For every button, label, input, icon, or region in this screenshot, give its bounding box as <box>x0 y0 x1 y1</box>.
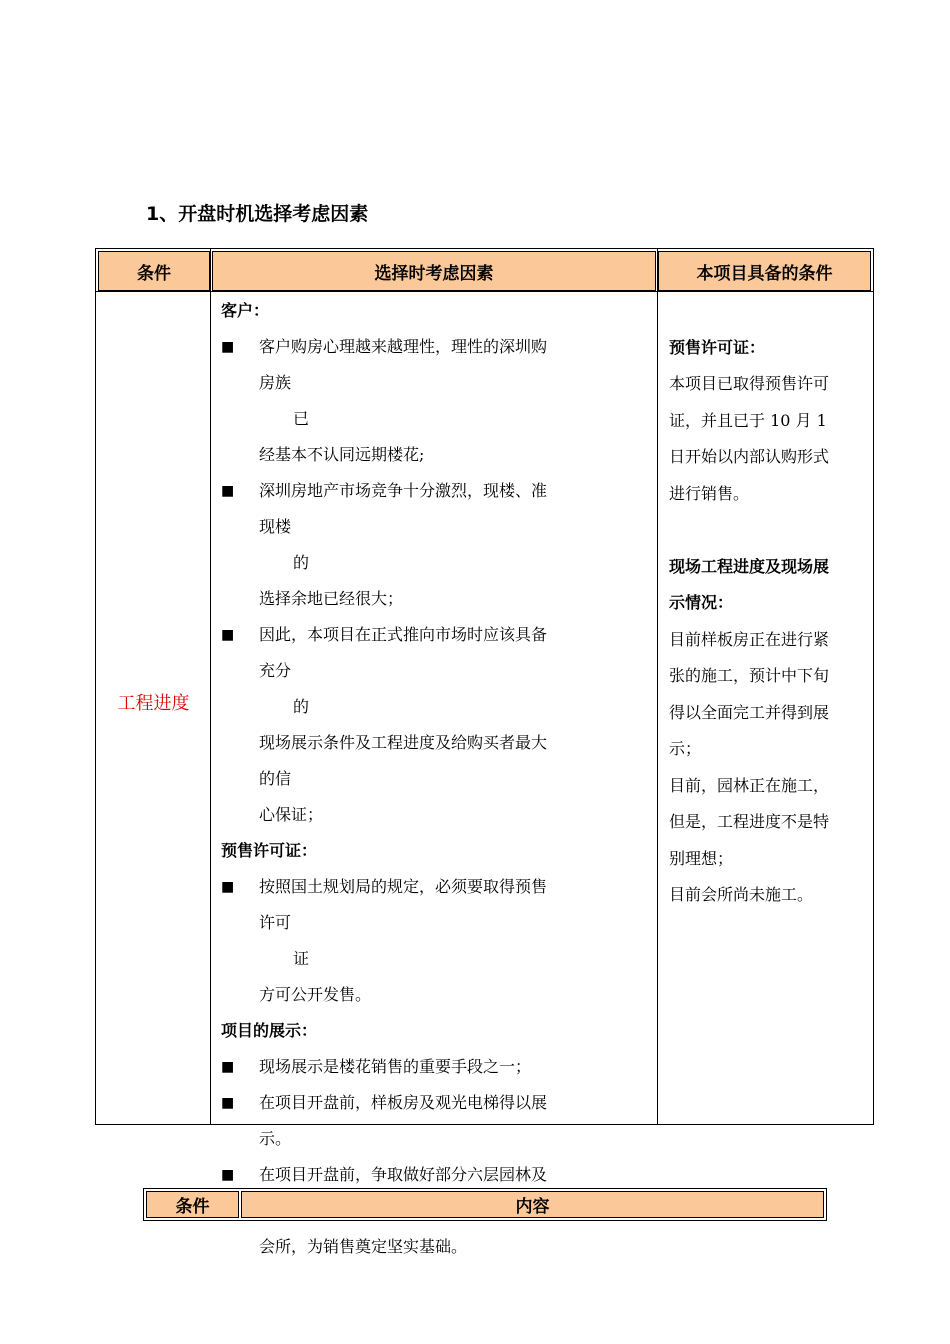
bullet-icon: ■ <box>221 1167 235 1183</box>
status-progress-heading: 现场工程进度及现场展 <box>669 556 830 576</box>
status-permit-heading: 预售许可证： <box>669 337 766 357</box>
bullet-icon: ■ <box>221 879 235 895</box>
item-text: 方可公开发售。 <box>259 985 372 1004</box>
bullet-icon: ■ <box>221 339 235 355</box>
divider <box>96 291 873 292</box>
list-item <box>221 473 551 617</box>
bullet-icon: ■ <box>221 483 235 499</box>
bullet-icon: ■ <box>221 1095 235 1111</box>
item-text: 已 <box>293 409 310 428</box>
display-heading: 项目的展示： <box>221 1021 318 1040</box>
status-text: 张的施工，预计中下旬 <box>669 666 830 685</box>
divider <box>210 249 211 1124</box>
item-text: 在项目开盘前，争取做好部分六层园林及 <box>259 1165 548 1184</box>
list-item <box>221 869 551 1013</box>
item-text: 深圳房地产市场竞争十分激烈，现楼、准现楼 <box>259 481 548 536</box>
bullet-icon: ■ <box>221 1059 235 1075</box>
item-text: 心保证； <box>259 805 324 824</box>
status-text: 得以全面完工并得到展 <box>669 702 830 722</box>
header-content: 内容 <box>241 1191 824 1218</box>
status-text: 目前，园林正在施工， <box>669 775 830 795</box>
list-item <box>221 1049 551 1085</box>
status-cell <box>669 293 869 914</box>
item-text: 现场展示条件及工程进度及给购买者最大的信 <box>259 733 548 788</box>
status-text: 进行销售。 <box>669 483 750 503</box>
content-table <box>143 1188 827 1221</box>
item-text: 现场展示是楼花销售的重要手段之一； <box>259 1057 532 1076</box>
bullet-icon: ■ <box>221 627 235 643</box>
divider <box>657 249 658 1124</box>
condition-label: 工程进度 <box>117 693 190 714</box>
customers-heading: 客户： <box>221 301 270 320</box>
header-factors: 选择时考虑因素 <box>212 251 656 291</box>
item-text: 客户购房心理越来越理性，理性的深圳购房族 <box>259 337 548 392</box>
item-text: 选择余地已经很大； <box>259 589 404 608</box>
item-text: 的 <box>293 697 310 716</box>
header-condition: 条件 <box>146 1191 239 1218</box>
item-text: 按照国土规划局的规定，必须要取得预售许可 <box>259 877 548 932</box>
status-text: 日开始以内部认购形式 <box>669 447 830 466</box>
item-text: 会所，为销售奠定坚实基础。 <box>259 1237 468 1256</box>
list-item <box>221 329 551 473</box>
permit-heading: 预售许可证： <box>221 841 318 860</box>
status-text: 本项目已取得预售许可 <box>669 374 830 393</box>
item-text: 经基本不认同远期楼花; <box>259 445 425 464</box>
item-text: 的 <box>293 553 310 572</box>
status-text: 目前样板房正在进行紧 <box>669 629 830 649</box>
status-text: 示； <box>669 739 702 758</box>
status-progress-heading: 示情况： <box>669 593 734 612</box>
item-text: 证 <box>293 949 310 968</box>
status-text: 但是，工程进度不是特 <box>669 812 830 831</box>
header-project-status: 本项目具备的条件 <box>658 251 871 291</box>
item-text: 在项目开盘前，样板房及观光电梯得以展示。 <box>259 1093 548 1148</box>
header-condition: 条件 <box>98 251 210 291</box>
list-item <box>221 1085 551 1157</box>
item-text: 因此，本项目在正式推向市场时应该具备充分 <box>259 625 548 680</box>
list-item <box>221 617 551 833</box>
status-text: 别理想； <box>669 848 734 868</box>
factors-cell <box>221 293 551 1265</box>
status-text: 目前会所尚未施工。 <box>669 885 814 904</box>
status-text: 证，并且已于 10 月 1 <box>669 410 827 430</box>
section-title: 1、开盘时机选择考虑因素 <box>146 203 369 225</box>
